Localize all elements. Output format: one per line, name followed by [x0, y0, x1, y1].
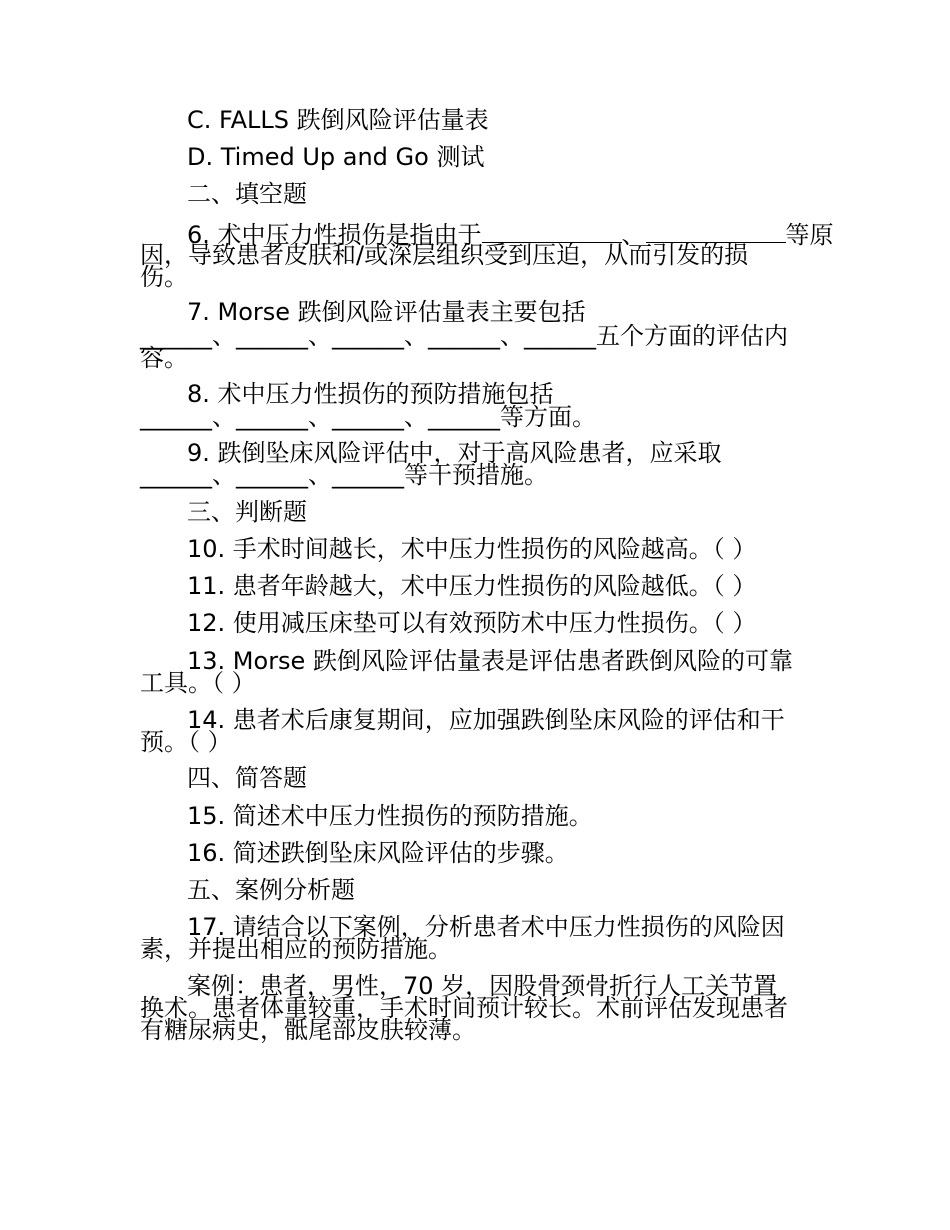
question-13-line-2: 工具。（ ）: [140, 669, 256, 697]
section-heading-true-false: 三、判断题: [187, 498, 307, 526]
question-16: 16. 简述跌倒坠床风险评估的步骤。: [187, 839, 569, 867]
question-6-line-2: 因，导致患者皮肤和/或深层组织受到压迫，从而引发的损: [140, 241, 749, 269]
question-8-line-1: 8. 术中压力性损伤的预防措施包括: [187, 380, 554, 408]
question-9-line-1: 9. 跌倒坠床风险评估中，对于高风险患者，应采取: [187, 439, 722, 467]
option-c: C. FALLS 跌倒风险评估量表: [187, 106, 489, 134]
question-7-line-1: 7. Morse 跌倒风险评估量表主要包括: [187, 298, 586, 326]
question-9-line-2: ______、______、______等干预措施。: [140, 461, 548, 489]
question-17-line-1: 17. 请结合以下案例，分析患者术中压力性损伤的风险因: [187, 913, 785, 941]
case-line-3: 有糖尿病史，骶尾部皮肤较薄。: [140, 1016, 476, 1044]
question-17-line-2: 素，并提出相应的预防措施。: [140, 935, 452, 963]
question-7-line-2: ______、______、______、______、______五个方面的评估内: [140, 322, 788, 350]
section-heading-fill-in: 二、填空题: [187, 180, 307, 208]
question-6-prefix: 6. 术中压力性损伤是指由于: [187, 221, 482, 249]
question-14-line-2: 预。（ ）: [140, 728, 232, 756]
fill-blank[interactable]: [482, 220, 622, 243]
question-13-line-1: 13. Morse 跌倒风险评估量表是评估患者跌倒风险的可靠: [187, 647, 793, 675]
blank-separator: 、: [621, 221, 646, 249]
case-line-1: 案例：患者，男性，70 岁，因股骨颈骨折行人工关节置: [187, 972, 778, 1000]
section-heading-case-analysis: 五、案例分析题: [187, 876, 355, 904]
question-6-suffix: 等原: [785, 221, 834, 249]
question-6-line-3: 伤。: [140, 263, 188, 291]
question-10: 10. 手术时间越长，术中压力性损伤的风险越高。（ ）: [187, 535, 757, 563]
fill-blank[interactable]: [646, 220, 786, 243]
question-11: 11. 患者年龄越大，术中压力性损伤的风险越低。（ ）: [187, 572, 757, 600]
question-12: 12. 使用减压床垫可以有效预防术中压力性损伤。（ ）: [187, 609, 757, 637]
option-d: D. Timed Up and Go 测试: [187, 143, 485, 171]
section-heading-short-answer: 四、简答题: [187, 764, 307, 792]
question-8-line-2: ______、______、______、______等方面。: [140, 403, 596, 431]
question-15: 15. 简述术中压力性损伤的预防措施。: [187, 802, 593, 830]
question-7-line-3: 容。: [140, 344, 188, 372]
question-14-line-1: 14. 患者术后康复期间，应加强跌倒坠床风险的评估和干: [187, 706, 785, 734]
case-line-2: 换术。患者体重较重，手术时间预计较长。术前评估发现患者: [140, 994, 788, 1022]
